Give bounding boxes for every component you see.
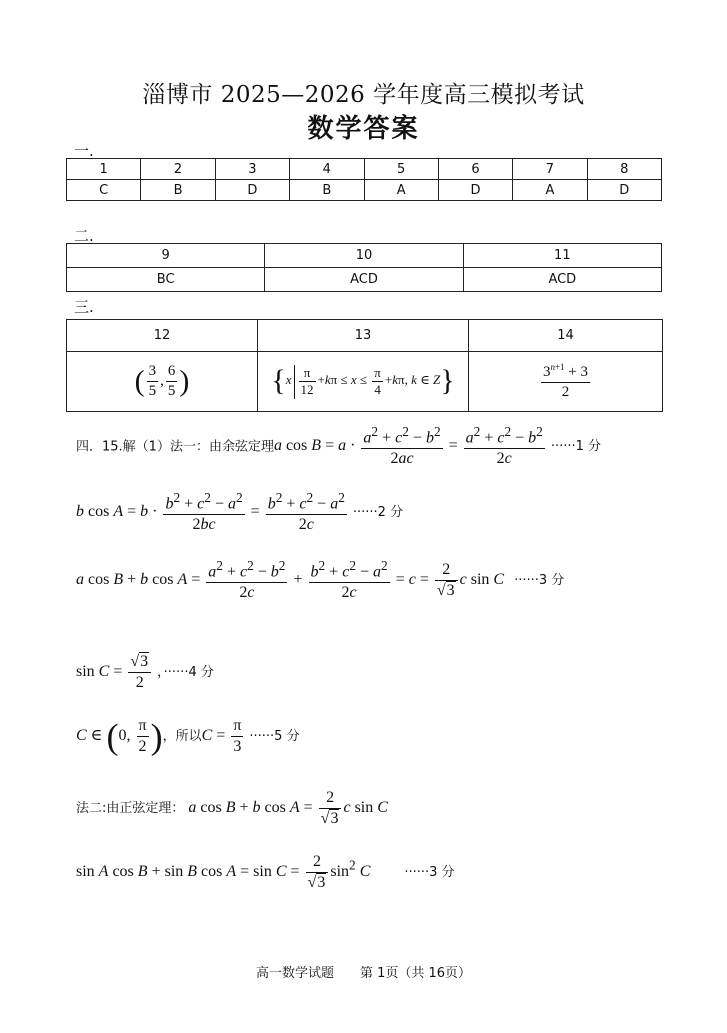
q-answer: ACD (463, 268, 661, 292)
q-number: 8 (587, 159, 661, 180)
q-number: 10 (265, 244, 463, 268)
q-number: 2 (141, 159, 215, 180)
q-number: 1 (67, 159, 141, 180)
q-number: 5 (364, 159, 438, 180)
section-2-label: 二. (74, 227, 94, 245)
q-number: 6 (438, 159, 512, 180)
q-number: 4 (290, 159, 364, 180)
answer-table-2 (66, 243, 662, 292)
score-note: ······1 分 (550, 439, 602, 455)
score-note: ······3 分 (514, 573, 565, 589)
q-answer: B (290, 180, 364, 201)
q-number: 14 (469, 320, 663, 352)
solution-line-1: 四．15.解（1）法一：由余弦定理a cos B = a · $\frac{a^2 + c^2 - b^2}{2ac}$ = $\frac{a^2 + c^2 - b^2}{2c}$ ······1 分 (76, 424, 602, 468)
q-answer: C (67, 180, 141, 201)
section-3-label: 三. (74, 298, 94, 316)
solution-line-4: sin C = $\frac{√3}{2}$ ，······4 分 (76, 653, 214, 691)
solution-line-6: 法二:由正弦定理： a cos B + b cos A = $\frac{2}{√3}$ c sin C (76, 789, 388, 827)
score-note: ······5 分 (249, 729, 300, 745)
solution-line-2: b cos A = b · $\frac{b^2 + c^2 - a^2}{2bc}$ = $\frac{b^2 + c^2 - a^2}{2c}$ ······2 分 (76, 490, 404, 534)
solution-line-5: C ∈ (0, $\frac{\pi}{2}$ )，所以C = $\frac{\pi}{3}$ ······5 分 (76, 716, 300, 757)
q-answer: B (141, 180, 215, 201)
solution-line-7: sin A cos B + sin B cos A = sin C = $\frac{2}{√3}$ $\sin^2 C \cdot\cdot\cdot\cdot\cdot\cdot 3$ 分 (76, 853, 455, 891)
answer-14-formula: $\frac{3^{n+1} + 3}{2}$ (469, 352, 663, 412)
solution-line-3: a cos B + b cos A = $\frac{a^2 + c^2 - b^2}{2c}$ + $\frac{b^2 + c^2 - a^2}{2c}$ = c = $\frac{2}{√3}$ c sin C ······3 分 (76, 558, 565, 602)
q-number: 11 (463, 244, 661, 268)
q-answer: A (513, 180, 587, 201)
answer-table-1 (66, 158, 662, 201)
q-number: 12 (67, 320, 258, 352)
q-number: 7 (513, 159, 587, 180)
q-answer: ACD (265, 268, 463, 292)
score-note: ······3 分 (404, 865, 455, 881)
q-answer: D (215, 180, 289, 201)
score-note: ······2 分 (352, 505, 404, 521)
page-title: 淄博市 2025—2026 学年度高三模拟考试 (142, 82, 585, 108)
answer-13-formula: {x $\frac{\pi}{12}$ +kπ ≤ x ≤ $\frac{\pi}{4}$ +kπ, k ∈ Z} (258, 352, 469, 412)
page-footer: 高一数学试题 第 1页（共 16页） (255, 966, 472, 981)
therefore-text: ，所以 (162, 729, 202, 745)
answer-12-formula: ( $\frac{3}{5}$ , $\frac{6}{5}$ ) (67, 352, 258, 412)
section-1-label: 一. (74, 142, 94, 160)
q-answer: D (438, 180, 512, 201)
q-answer: D (587, 180, 661, 201)
solution-intro: 四．15.解（1）法一：由余弦定理 (76, 439, 274, 455)
q-number: 3 (215, 159, 289, 180)
q-number: 13 (258, 320, 469, 352)
method-2-label: 法二:由正弦定理： (76, 801, 185, 817)
q-answer: A (364, 180, 438, 201)
q-answer: BC (67, 268, 265, 292)
page-subtitle: 数学答案 (307, 114, 420, 144)
q-number: 9 (67, 244, 265, 268)
answer-table-3 (66, 319, 663, 412)
score-note: ，······4 分 (157, 665, 214, 681)
